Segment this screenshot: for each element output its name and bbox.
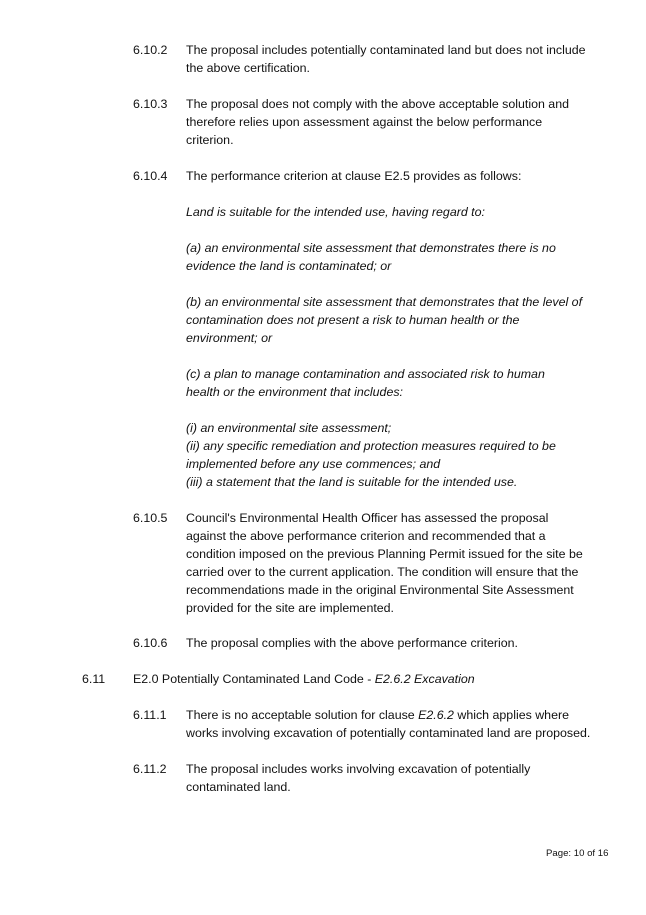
paragraph-number-6-11-2: 6.11.2	[133, 762, 167, 776]
quote-a-line-1: (a) an environmental site assessment that demonstrates there is no	[186, 241, 556, 255]
paragraph-6-10-6-line-1: The proposal complies with the above performance criterion.	[186, 636, 518, 650]
paragraph-6-11-1-line-1	[186, 706, 569, 724]
paragraph-6-10-3-line-3: criterion.	[186, 133, 234, 147]
paragraph-6-10-3-line-1: The proposal does not comply with the above acceptable solution and	[186, 97, 569, 111]
quote-intro: Land is suitable for the intended use, having regard to:	[186, 205, 485, 219]
paragraph-6-10-3-line-2: therefore relies upon assessment against the below performance	[186, 115, 543, 129]
paragraph-6-10-5-line-2: against the above performance criterion and recommended that a	[186, 529, 546, 543]
quote-sub-ii-line-1: (ii) any specific remediation and protection measures required to be	[186, 439, 556, 453]
paragraph-6-11-2-line-1: The proposal includes works involving excavation of potentially	[186, 762, 531, 776]
section-6-11-title-plain: E2.0 Potentially Contaminated Land Code -	[133, 672, 375, 686]
quote-b-line-2: contamination does not present a risk to human health or the	[186, 313, 520, 327]
page-number-footer: Page: 10 of 16	[546, 848, 609, 859]
quote-b-line-3: environment; or	[186, 331, 273, 345]
paragraph-6-11-1-line-2: works involving excavation of potentially contaminated land are proposed.	[186, 726, 591, 740]
paragraph-6-11-1-clause-ref: E2.6.2	[418, 708, 454, 722]
section-6-11-title-italic: E2.6.2 Excavation	[374, 672, 475, 686]
paragraph-6-11-1-line-1-before: There is no acceptable solution for clause	[186, 708, 419, 722]
paragraph-number-6-10-3: 6.10.3	[133, 97, 168, 111]
paragraph-6-10-5-line-4: carried over to the current application. The condition will ensure that the	[186, 565, 579, 579]
paragraph-number-6-10-5: 6.10.5	[133, 511, 168, 525]
paragraph-6-11-2-line-2: contaminated land.	[186, 780, 291, 794]
quote-sub-ii-line-2: implemented before any use commences; and	[186, 457, 441, 471]
paragraph-6-10-5-line-5: recommendations made in the original Environmental Site Assessment	[186, 583, 574, 597]
quote-c-line-1: (c) a plan to manage contamination and associated risk to human	[186, 367, 545, 381]
paragraph-6-10-5-line-1: Council's Environmental Health Officer has assessed the proposal	[186, 511, 549, 525]
quote-c-line-2: health or the environment that includes:	[186, 385, 403, 399]
section-number-6-11: 6.11	[82, 672, 106, 686]
paragraph-number-6-10-6: 6.10.6	[133, 636, 168, 650]
paragraph-number-6-10-4: 6.10.4	[133, 169, 168, 183]
paragraph-6-10-5-line-3: condition imposed on the previous Planning Permit issued for the site be	[186, 547, 583, 561]
quote-a-line-2: evidence the land is contaminated; or	[186, 259, 392, 273]
paragraph-number-6-11-1: 6.11.1	[133, 708, 167, 722]
quote-sub-i: (i) an environmental site assessment;	[186, 421, 392, 435]
paragraph-6-10-5-line-6: provided for the site are implemented.	[186, 601, 394, 615]
paragraph-number-6-10-2: 6.10.2	[133, 43, 168, 57]
paragraph-6-10-2-line-2: the above certification.	[186, 61, 310, 75]
paragraph-6-11-1-line-1-after: which applies where	[453, 708, 569, 722]
quote-b-line-1: (b) an environmental site assessment that demonstrates that the level of	[186, 295, 583, 309]
section-6-11-title	[133, 670, 475, 688]
paragraph-6-10-4-line-1: The performance criterion at clause E2.5 provides as follows:	[186, 169, 522, 183]
paragraph-6-10-2-line-1: The proposal includes potentially contaminated land but does not include	[186, 43, 586, 57]
quote-sub-iii: (iii) a statement that the land is suitable for the intended use.	[186, 475, 518, 489]
